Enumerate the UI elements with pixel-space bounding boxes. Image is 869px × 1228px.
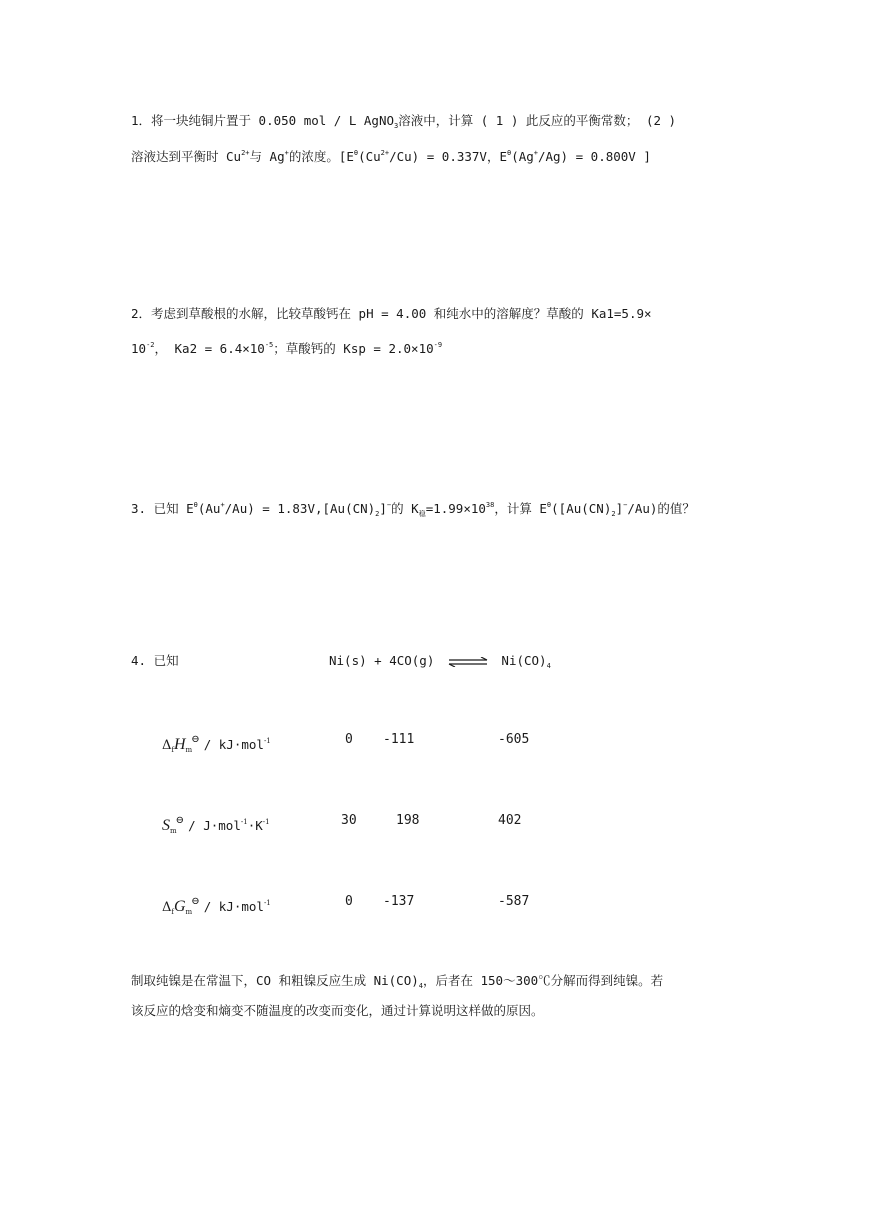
q4-text-line-1: 制取纯镍是在常温下，CO 和粗镍反应生成 $Ni(CO)_4$，后者在 150～300℃分解而得到纯镍。若 — [131, 973, 664, 990]
q4-row-gibbs-ni: 0 — [345, 894, 353, 909]
q4-row-enthalpy-co: -111 — [383, 732, 415, 747]
q4-product: $Ni(CO)_4$ — [501, 653, 551, 670]
q4-equation — [329, 652, 551, 670]
equilibrium-arrow-icon — [448, 657, 488, 667]
q4-row-entropy-ni: 30 — [341, 813, 357, 828]
q4-row-gibbs-co: -137 — [383, 894, 415, 909]
q4-row-gibbs-nico4: -587 — [498, 894, 530, 909]
q4-row-enthalpy-ni: 0 — [345, 732, 353, 747]
q2-line-2: $10^{-2}$， $Ka2 = 6.4\times 10^{-5}$；草酸钙的 Ksp = $2.0\times 10^{-9}$ — [131, 341, 443, 356]
q4-row-entropy: $S_m^⊖ / J\cdot mol^{-1}\cdot K^{-1}$ — [162, 815, 270, 835]
q2-line-1: 2．考虑到草酸根的水解，比较草酸钙在 pH = 4.00 和纯水中的溶解度？草酸的 Ka1=5.9× — [131, 306, 652, 321]
q4-text-line-2: 该反应的焓变和熵变不随温度的改变而变化，通过计算说明这样做的原因。 — [131, 1003, 544, 1018]
q1-line-1: 1．将一块纯铜片置于 0.050 mol / L AgNO$_3$溶液中，计算 ( 1 ) 此反应的平衡常数； (2 ) — [131, 113, 677, 130]
q4-row-entropy-nico4: 402 — [498, 813, 522, 828]
q3-line: 3. 已知 $E^\theta(Au^+/Au) = 1.83V,[Au(CN)_2]^-$的 $K_稳=1.99\times 10^{38}$，计算 $E^\theta([Au(CN)_2]^-/Au)$的值？ — [131, 501, 695, 518]
q4-reactants: Ni(s) + 4CO(g) — [329, 653, 435, 668]
q4-row-gibbs: $\Delta_fG_m^⊖ / kJ\cdot mol^{-1}$ — [162, 896, 271, 916]
q4-row-entropy-co: 198 — [396, 813, 420, 828]
q1-line-2: 溶液达到平衡时 $Cu^{2+}$与 Ag+的浓度。[$E^\theta(Cu^{2+}/Cu) = 0.337V$，$E^\theta(Ag^+/Ag) = 0.800V$ ] — [131, 149, 651, 164]
q4-label: 4. 已知 — [131, 653, 179, 668]
q4-row-enthalpy: $\Delta_fH_m^⊖ / kJ\cdot mol^{-1}$ — [162, 734, 271, 754]
q4-row-enthalpy-nico4: -605 — [498, 732, 530, 747]
